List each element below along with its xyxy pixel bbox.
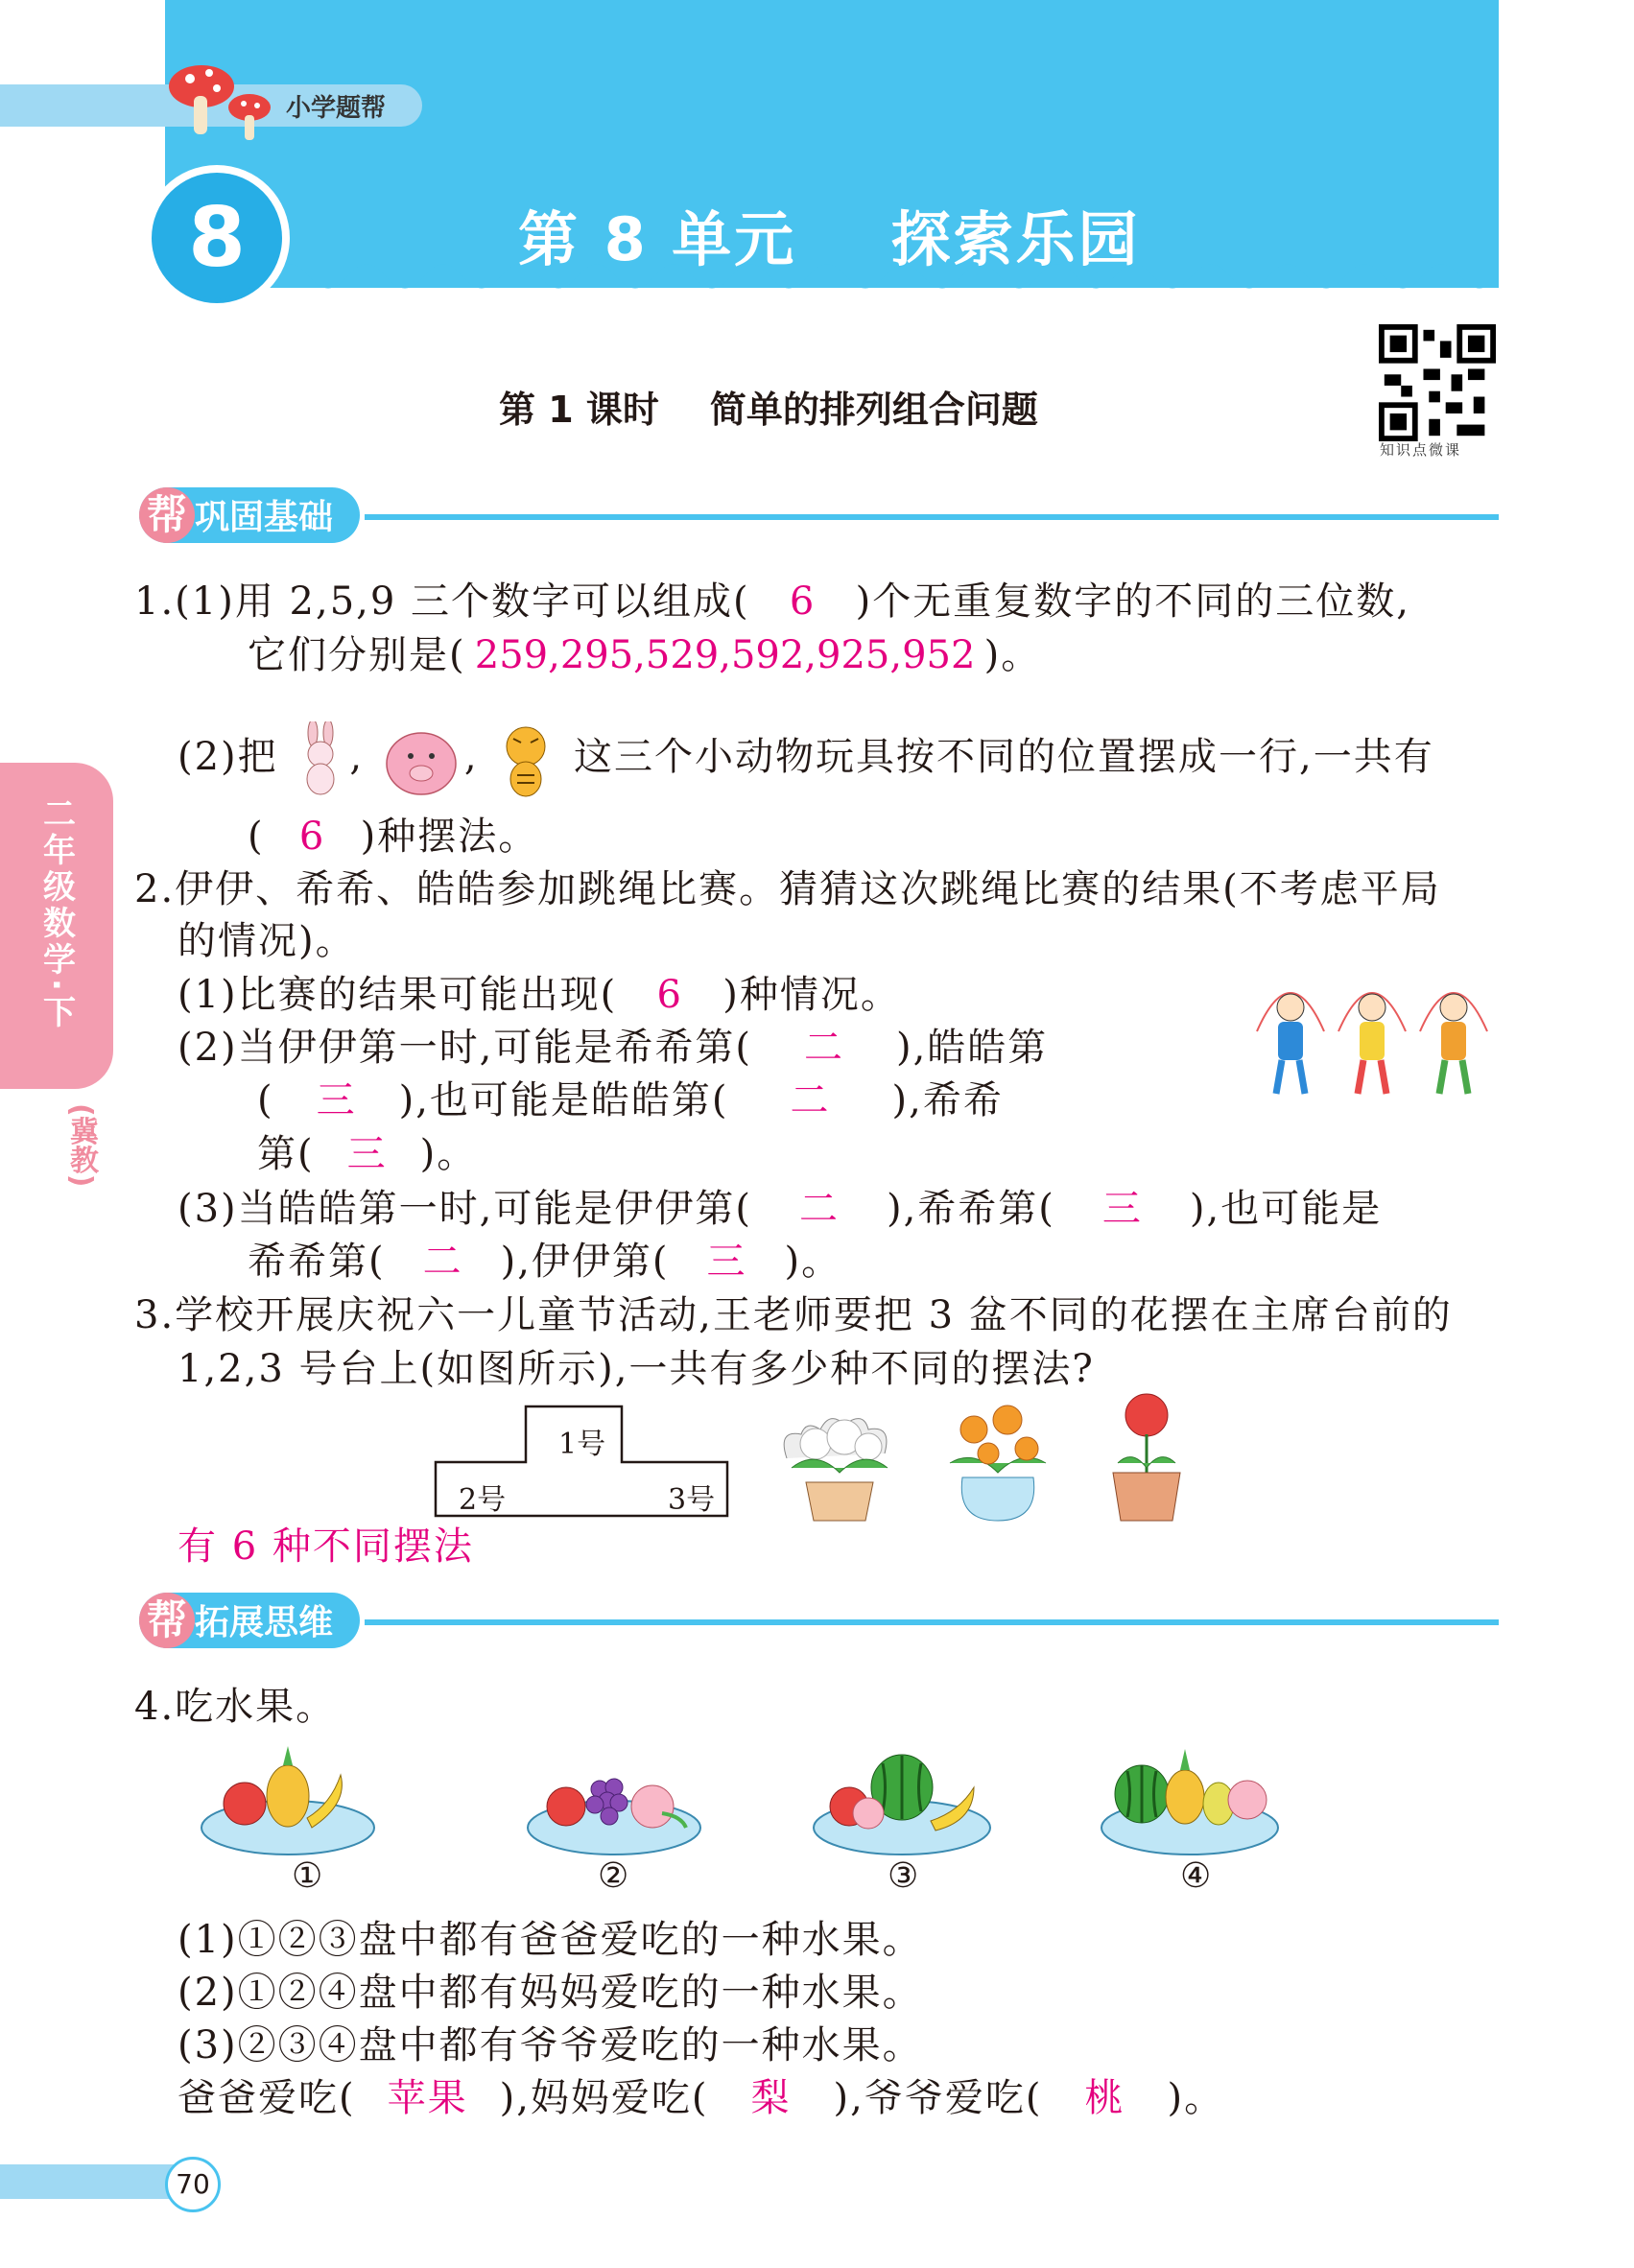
side-tab-edition: (冀教) [64,1103,98,1188]
q2-part3-line1: (3)当皓皓第一时,可能是伊伊第( 二 ),希希第( 三 ),也可能是 [178,1187,1383,1231]
unit-number: 8 [188,190,246,286]
section-extend-rule [365,1619,1499,1625]
q3-stem-line1: 3.学校开展庆祝六一儿童节活动,王老师要把 3 盆不同的花摆在主席台前的 [134,1293,1453,1337]
q2-stem-line2: 的情况)。 [178,919,356,963]
q1-part1-line1: 1.(1)用 2,5,9 三个数字可以组成( 6 )个无重复数字的不同的三位数, [134,576,1410,627]
brand-name: 小学题帮 [286,94,387,123]
q4-clue-1: (1)①②③盘中都有爸爸爱吃的一种水果。 [178,1918,923,1962]
mushroom-icon [163,58,278,144]
q2-part1: (1)比赛的结果可能出现( 6 )种情况。 [178,969,901,1021]
fruit-plate-3 [806,1735,998,1861]
q4-answer-grandpa: 桃 [1084,2076,1125,2120]
fruit-plate-4 [1094,1735,1286,1861]
white-flower-pot-icon [777,1391,902,1525]
q1-part1-line2: 它们分别是( 259,295,529,592,925,952 )。 [248,629,1041,681]
q4-answer-dad: 苹果 [387,2076,468,2120]
q4-answer-mom: 梨 [750,2076,792,2120]
podium-label-3: 3号 [668,1483,716,1517]
tiger-icon [492,721,559,798]
section-basic-tag [139,487,360,543]
q1-answer-numbers: 259,295,529,592,925,952 [474,633,976,677]
lesson-title: 第 1 课时 简单的排列组合问题 [499,389,1038,431]
fruit-plate-2 [523,1741,705,1861]
side-tab-grade: 二年级数学·下 [36,796,76,1031]
q2-part3-line2: 希希第( 二 ),伊伊第( 三 )。 [248,1240,842,1284]
q2-part2-line2: ( 三 ),也可能是皓皓第( 二 ),希希 [257,1078,1004,1122]
plate-label-3: ③ [888,1856,919,1896]
plate-label-2: ② [598,1856,629,1896]
footer-ribbon [0,2164,182,2199]
section-basic-icon: 帮 [139,487,195,543]
podium-label-1: 1号 [558,1428,606,1461]
section-extend-label: 拓展思维 [195,1603,334,1642]
page-number: 70 [165,2157,221,2212]
q4-answer-line: 爸爸爱吃( 苹果 ),妈妈爱吃( 梨 ),爷爷爱吃( 桃 )。 [178,2072,1224,2124]
orange-flower-pot-icon [935,1391,1060,1525]
q1-part2-line1: (2)把 , , 这三个小动物玩具按不同的位置摆成一行,一共有 [178,721,1434,798]
q3-stem-line2: 1,2,3 号台上(如图所示),一共有多少种不同的摆法? [178,1347,1095,1391]
fruit-plate-1 [197,1736,379,1861]
unit-number-badge [152,173,282,303]
section-basic-rule [365,514,1499,520]
q2-part2-line3: 第( 三 )。 [257,1132,478,1176]
plate-label-1: ① [292,1856,323,1896]
q4-clue-2: (2)①②④盘中都有妈妈爱吃的一种水果。 [178,1971,923,2015]
section-extend-tag [139,1593,360,1648]
red-flower-pot-icon [1094,1382,1199,1525]
plate-label-4: ④ [1180,1856,1212,1896]
q1-answer-arrangements: 6 [298,815,326,859]
q1-answer-count: 6 [789,579,817,624]
section-extend-icon: 帮 [139,1593,195,1648]
unit-title: 第 8 单元 探索乐园 [518,204,1141,274]
qr-code-icon [1379,324,1496,441]
jump-rope-kids-illustration [1247,964,1502,1108]
section-basic-label: 巩固基础 [195,498,334,537]
q4-clue-3: (3)②③④盘中都有爷爷爱吃的一种水果。 [178,2023,923,2067]
q2-part2-line1: (2)当伊伊第一时,可能是希希第( 二 ),皓皓第 [178,1026,1049,1070]
q3-answer: 有 6 种不同摆法 [178,1524,474,1569]
q2-answer-cases: 6 [656,973,683,1017]
qr-caption: 知识点微课 [1380,441,1462,459]
rabbit-icon [292,721,349,798]
podium-label-2: 2号 [459,1483,507,1517]
q1-part2-line2: ( 6 )种摆法。 [248,811,538,862]
side-tab [0,763,113,1089]
q2-stem-line1: 2.伊伊、希希、皓皓参加跳绳比赛。猜猜这次跳绳比赛的结果(不考虑平局 [134,867,1441,911]
q4-stem: 4.吃水果。 [134,1685,337,1729]
pig-icon [378,721,464,798]
